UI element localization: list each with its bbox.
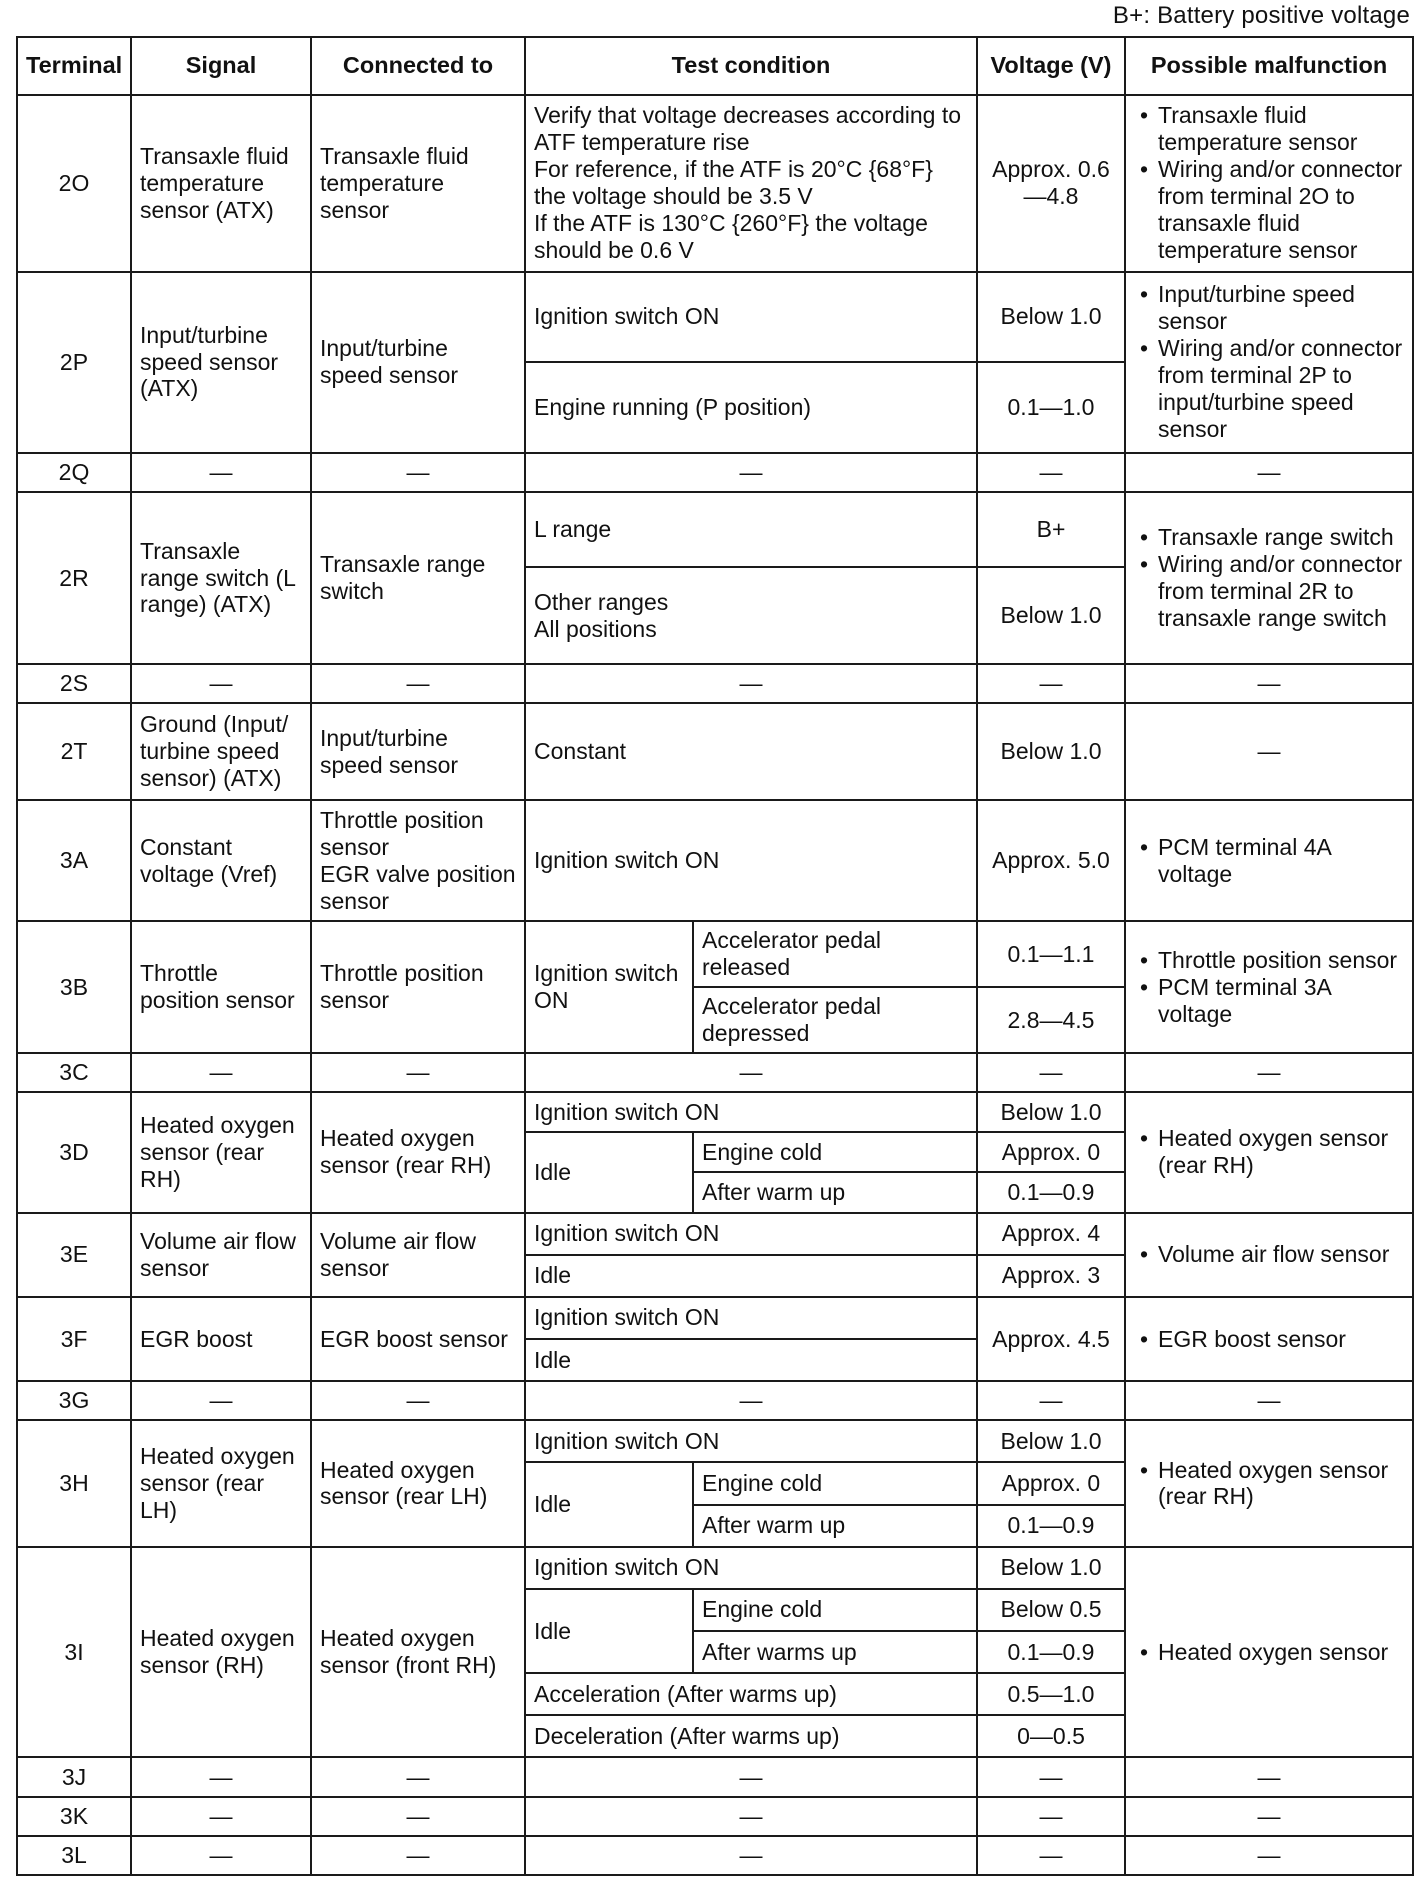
table-row <box>17 492 1413 567</box>
terminal-cell: 3A <box>17 800 131 921</box>
malfunction-item: • PCM terminal 3A voltage <box>1134 974 1404 1028</box>
table-row <box>17 1297 1413 1339</box>
signal-cell: Transaxle range switch (L range) (ATX) <box>131 492 311 665</box>
table-row <box>17 1381 1413 1420</box>
empty-dash: — <box>525 664 977 703</box>
empty-dash: — <box>525 1053 977 1092</box>
malfunction-item: • Wiring and/or connector from terminal 2R to transaxle range switch <box>1134 551 1404 632</box>
empty-dash: — <box>525 453 977 492</box>
table-row <box>17 1053 1413 1092</box>
malfunction-item: • Volume air flow sensor <box>1134 1241 1404 1268</box>
empty-dash: — <box>977 1381 1125 1420</box>
empty-dash: — <box>131 1053 311 1092</box>
terminal-cell: 3C <box>17 1053 131 1092</box>
empty-dash: — <box>1125 1836 1413 1875</box>
malfunction-cell <box>1125 95 1413 272</box>
malfunction-item: • Wiring and/or connector from terminal 2O to transaxle fluid temperature sensor <box>1134 156 1404 264</box>
test-condition-cell: Ignition switch ON <box>525 1420 977 1462</box>
test-condition-cell: Engine running (P position) <box>525 362 977 453</box>
empty-dash: — <box>1125 1381 1413 1420</box>
malfunction-cell <box>1125 492 1413 665</box>
empty-dash: — <box>1125 1053 1413 1092</box>
empty-dash: — <box>311 1381 525 1420</box>
voltage-cell: Approx. 0 <box>977 1132 1125 1172</box>
malfunction-item: • PCM terminal 4A voltage <box>1134 834 1404 888</box>
table-row <box>17 1757 1413 1796</box>
voltage-cell: 2.8—4.5 <box>977 987 1125 1053</box>
empty-dash: — <box>977 1836 1125 1875</box>
voltage-cell: Approx. 0.6—4.8 <box>977 95 1125 272</box>
empty-dash: — <box>131 1381 311 1420</box>
malfunction-cell <box>1125 1092 1413 1212</box>
connected-cell: Heated oxygen sensor (rear LH) <box>311 1420 525 1546</box>
signal-cell: Heated oxygen sensor (rear RH) <box>131 1092 311 1212</box>
malfunction-item: • Heated oxygen sensor (rear RH) <box>1134 1457 1404 1511</box>
empty-dash: — <box>131 1797 311 1836</box>
terminal-cell: 2T <box>17 703 131 800</box>
test-condition-cell: Ignition switch ON <box>525 1547 977 1589</box>
terminal-cell: 3J <box>17 1757 131 1796</box>
test-group-cell: Idle <box>525 1589 693 1673</box>
test-group-cell: Idle <box>525 1132 693 1212</box>
signal-cell: Ground (Input/ turbine speed sensor) (ATX) <box>131 703 311 800</box>
voltage-cell: 0.1—0.9 <box>977 1505 1125 1547</box>
empty-dash: — <box>977 1053 1125 1092</box>
voltage-cell: Below 1.0 <box>977 1420 1125 1462</box>
connected-cell: Transaxle fluid temperature sensor <box>311 95 525 272</box>
signal-cell: Heated oxygen sensor (RH) <box>131 1547 311 1758</box>
table-row <box>17 453 1413 492</box>
terminal-cell: 2S <box>17 664 131 703</box>
table-row <box>17 1213 1413 1255</box>
voltage-cell: Below 1.0 <box>977 1092 1125 1132</box>
empty-dash: — <box>131 1836 311 1875</box>
voltage-cell: 0.1—1.1 <box>977 921 1125 987</box>
terminal-cell: 3F <box>17 1297 131 1381</box>
empty-dash: — <box>1125 1757 1413 1796</box>
malfunction-cell <box>1125 272 1413 453</box>
connected-cell: Input/turbine speed sensor <box>311 703 525 800</box>
voltage-cell: Approx. 0 <box>977 1462 1125 1504</box>
table-row <box>17 664 1413 703</box>
test-condition-cell: Idle <box>525 1255 977 1297</box>
voltage-cell: Below 1.0 <box>977 703 1125 800</box>
header-test-condition: Test condition <box>525 37 977 95</box>
malfunction-item: • EGR boost sensor <box>1134 1326 1404 1353</box>
test-condition-cell: Acceleration (After warms up) <box>525 1673 977 1715</box>
connected-cell: Throttle position sensor <box>311 921 525 1053</box>
terminal-cell: 3D <box>17 1092 131 1212</box>
table-row <box>17 1797 1413 1836</box>
terminal-cell: 3I <box>17 1547 131 1758</box>
empty-dash: — <box>311 1797 525 1836</box>
test-condition-cell: After warm up <box>693 1172 977 1212</box>
test-condition-cell: Ignition switch ON <box>525 1213 977 1255</box>
voltage-cell: Approx. 3 <box>977 1255 1125 1297</box>
voltage-cell: Below 1.0 <box>977 1547 1125 1589</box>
table-row <box>17 703 1413 800</box>
empty-dash: — <box>311 453 525 492</box>
signal-cell: Volume air flow sensor <box>131 1213 311 1297</box>
empty-dash: — <box>311 1757 525 1796</box>
malfunction-item: • Wiring and/or connector from terminal 2P to input/turbine speed sensor <box>1134 335 1404 443</box>
empty-dash: — <box>1125 664 1413 703</box>
empty-dash: — <box>977 664 1125 703</box>
terminal-cell: 3E <box>17 1213 131 1297</box>
header-connected-to: Connected to <box>311 37 525 95</box>
voltage-cell: Approx. 4 <box>977 1213 1125 1255</box>
empty-dash: — <box>311 1836 525 1875</box>
connected-cell: EGR boost sensor <box>311 1297 525 1381</box>
table-row <box>17 1092 1413 1132</box>
terminal-cell: 3B <box>17 921 131 1053</box>
test-condition-cell: Deceleration (After warms up) <box>525 1715 977 1757</box>
test-condition-cell: After warms up <box>693 1631 977 1673</box>
test-condition-cell: Ignition switch ON <box>525 272 977 363</box>
table-row <box>17 1836 1413 1875</box>
voltage-cell: Below 0.5 <box>977 1589 1125 1631</box>
voltage-cell: Below 1.0 <box>977 272 1125 363</box>
empty-dash: — <box>131 453 311 492</box>
malfunction-cell <box>1125 1213 1413 1297</box>
empty-dash: — <box>525 1381 977 1420</box>
malfunction-item: • Input/turbine speed sensor <box>1134 281 1404 335</box>
empty-dash: — <box>311 1053 525 1092</box>
battery-voltage-note: B+: Battery positive voltage <box>1112 2 1410 29</box>
terminal-cell: 2Q <box>17 453 131 492</box>
header-terminal: Terminal <box>17 37 131 95</box>
malfunction-item: • Transaxle range switch <box>1134 524 1404 551</box>
test-condition-cell: Ignition switch ON <box>525 1297 977 1339</box>
test-condition-cell: Constant <box>525 703 977 800</box>
test-condition-cell: Engine cold <box>693 1462 977 1504</box>
voltage-cell: Approx. 4.5 <box>977 1297 1125 1381</box>
malfunction-cell <box>1125 1420 1413 1546</box>
empty-dash: — <box>131 1757 311 1796</box>
signal-cell: Input/turbine speed sensor (ATX) <box>131 272 311 453</box>
empty-dash: — <box>977 453 1125 492</box>
header-signal: Signal <box>131 37 311 95</box>
connected-cell: Volume air flow sensor <box>311 1213 525 1297</box>
empty-dash: — <box>1125 453 1413 492</box>
test-condition-cell: Other ranges All positions <box>525 567 977 665</box>
malfunction-item: • Transaxle fluid temperature sensor <box>1134 102 1404 156</box>
connected-cell: Heated oxygen sensor (rear RH) <box>311 1092 525 1212</box>
voltage-cell: 0.1—0.9 <box>977 1172 1125 1212</box>
test-condition-cell: Engine cold <box>693 1589 977 1631</box>
malfunction-cell <box>1125 921 1413 1053</box>
pcm-terminal-voltage-table <box>16 36 1414 1876</box>
empty-dash: — <box>525 1757 977 1796</box>
malfunction-cell <box>1125 800 1413 921</box>
test-condition-cell: Accelerator pedal released <box>693 921 977 987</box>
terminal-cell: 3K <box>17 1797 131 1836</box>
test-condition-cell: Engine cold <box>693 1132 977 1172</box>
table-row <box>17 921 1413 987</box>
empty-dash: — <box>131 664 311 703</box>
empty-dash: — <box>1125 703 1413 800</box>
test-condition-cell: Ignition switch ON <box>525 1092 977 1132</box>
terminal-cell: 3L <box>17 1836 131 1875</box>
voltage-cell: 0—0.5 <box>977 1715 1125 1757</box>
table-row <box>17 95 1413 272</box>
test-condition-cell: Ignition switch ON <box>525 800 977 921</box>
voltage-cell: 0.1—1.0 <box>977 362 1125 453</box>
terminal-cell: 2P <box>17 272 131 453</box>
signal-cell: Constant voltage (Vref) <box>131 800 311 921</box>
signal-cell: Transaxle fluid temperature sensor (ATX) <box>131 95 311 272</box>
test-condition-cell: Accelerator pedal depressed <box>693 987 977 1053</box>
voltage-cell: 0.5—1.0 <box>977 1673 1125 1715</box>
malfunction-item: • Throttle position sensor <box>1134 947 1404 974</box>
terminal-cell: 2R <box>17 492 131 665</box>
terminal-cell: 2O <box>17 95 131 272</box>
malfunction-cell <box>1125 1547 1413 1758</box>
signal-cell: Heated oxygen sensor (rear LH) <box>131 1420 311 1546</box>
header-voltage: Voltage (V) <box>977 37 1125 95</box>
voltage-cell: B+ <box>977 492 1125 567</box>
connected-cell: Throttle position sensor EGR valve position sensor <box>311 800 525 921</box>
terminal-cell: 3H <box>17 1420 131 1546</box>
signal-cell: Throttle position sensor <box>131 921 311 1053</box>
table-row <box>17 1547 1413 1589</box>
table-row <box>17 1420 1413 1462</box>
voltage-cell: Below 1.0 <box>977 567 1125 665</box>
connected-cell: Transaxle range switch <box>311 492 525 665</box>
voltage-cell: 0.1—0.9 <box>977 1631 1125 1673</box>
malfunction-cell <box>1125 1297 1413 1381</box>
table-row <box>17 272 1413 363</box>
header-possible-malfunction: Possible malfunction <box>1125 37 1413 95</box>
malfunction-item: • Heated oxygen sensor <box>1134 1639 1404 1666</box>
header-row <box>17 37 1413 95</box>
voltage-cell: Approx. 5.0 <box>977 800 1125 921</box>
test-condition-cell: After warm up <box>693 1505 977 1547</box>
connected-cell: Heated oxygen sensor (front RH) <box>311 1547 525 1758</box>
table-row <box>17 800 1413 921</box>
empty-dash: — <box>525 1836 977 1875</box>
empty-dash: — <box>525 1797 977 1836</box>
terminal-cell: 3G <box>17 1381 131 1420</box>
empty-dash: — <box>1125 1797 1413 1836</box>
test-group-cell: Idle <box>525 1462 693 1546</box>
test-condition-cell: Idle <box>525 1339 977 1381</box>
test-group-cell: Ignition switch ON <box>525 921 693 1053</box>
empty-dash: — <box>977 1797 1125 1836</box>
empty-dash: — <box>311 664 525 703</box>
test-condition-cell: Verify that voltage decreases according to ATF temperature rise For reference, if the ATF is 20°C {68°F} the voltage should be 3.5 V If the ATF is 130°C {260°F} the voltage should be 0.6 V <box>525 95 977 272</box>
test-condition-cell: L range <box>525 492 977 567</box>
empty-dash: — <box>977 1757 1125 1796</box>
signal-cell: EGR boost <box>131 1297 311 1381</box>
malfunction-item: • Heated oxygen sensor (rear RH) <box>1134 1125 1404 1179</box>
connected-cell: Input/turbine speed sensor <box>311 272 525 453</box>
